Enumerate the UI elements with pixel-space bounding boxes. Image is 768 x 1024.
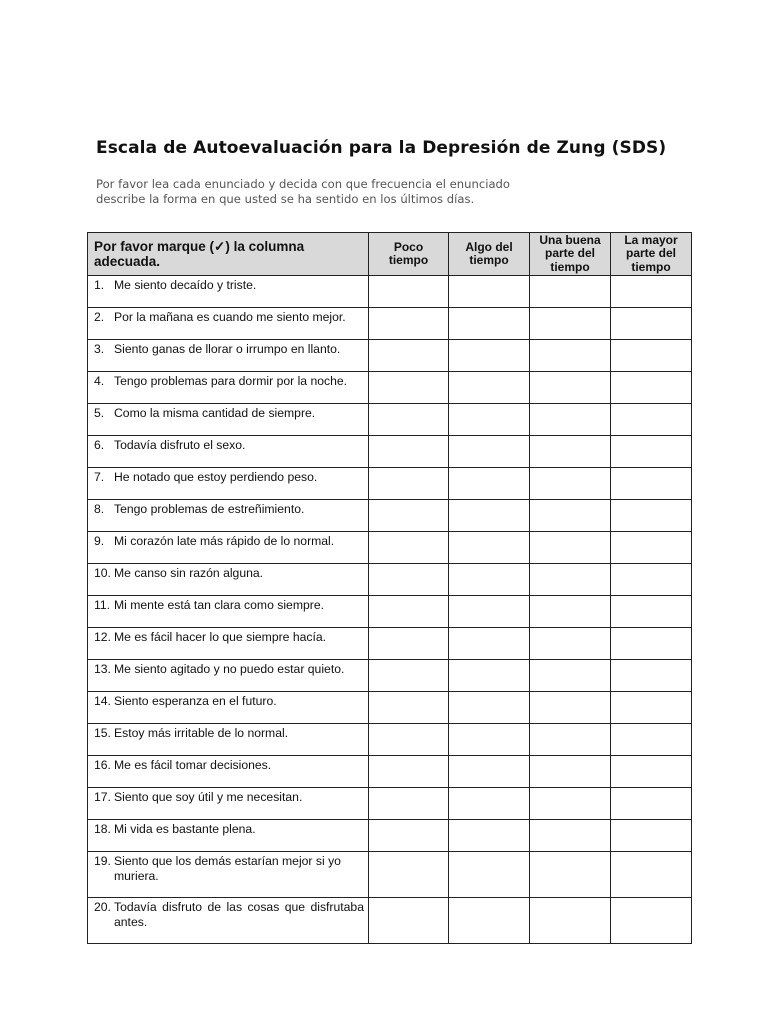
column-header-line: Una buena <box>539 232 601 247</box>
item-text: Me canso sin razón alguna. <box>114 566 264 580</box>
answer-cell-una-buena-parte[interactable] <box>530 532 611 564</box>
answer-cell-poco-tiempo[interactable] <box>369 820 449 852</box>
column-header-line: tiempo <box>469 253 509 267</box>
answer-cell-una-buena-parte[interactable] <box>530 756 611 788</box>
item-number: 2. <box>94 310 105 324</box>
answer-cell-algo-del-tiempo[interactable] <box>449 404 530 436</box>
answer-cell-una-buena-parte[interactable] <box>530 852 611 898</box>
item-text: Por la mañana es cuando me siento mejor. <box>114 310 346 324</box>
item-statement <box>94 694 364 709</box>
answer-cell-algo-del-tiempo[interactable] <box>449 340 530 372</box>
item-number: 7. <box>94 470 105 484</box>
item-number: 14. <box>94 694 111 708</box>
answer-cell-una-buena-parte[interactable] <box>530 436 611 468</box>
answer-cell-algo-del-tiempo[interactable] <box>449 468 530 500</box>
item-cell <box>88 596 369 628</box>
answer-cell-una-buena-parte[interactable] <box>530 788 611 820</box>
item-number: 15. <box>94 726 111 740</box>
item-cell <box>88 532 369 564</box>
answer-cell-poco-tiempo[interactable] <box>369 660 449 692</box>
table-row <box>88 276 692 308</box>
item-statement <box>94 342 364 357</box>
answer-cell-la-mayor-parte[interactable] <box>611 468 692 500</box>
item-cell <box>88 898 369 944</box>
item-number: 18. <box>94 822 111 836</box>
item-statement <box>94 310 364 325</box>
item-statement <box>94 374 364 389</box>
answer-cell-poco-tiempo[interactable] <box>369 898 449 944</box>
item-text: Todavía disfruto de las cosas que disfrutaba antes. <box>114 900 364 929</box>
column-header-line: parte del <box>544 246 595 261</box>
item-text: Mi vida es bastante plena. <box>114 822 256 836</box>
item-text: Mi mente está tan clara como siempre. <box>114 598 324 612</box>
answer-cell-la-mayor-parte[interactable] <box>611 276 692 308</box>
answer-cell-algo-del-tiempo[interactable] <box>449 372 530 404</box>
answer-cell-algo-del-tiempo[interactable] <box>449 596 530 628</box>
answer-cell-una-buena-parte[interactable] <box>530 724 611 756</box>
answer-cell-la-mayor-parte[interactable] <box>611 724 692 756</box>
answer-cell-una-buena-parte[interactable] <box>530 898 611 944</box>
item-number: 17. <box>94 790 111 804</box>
item-text: Siento esperanza en el futuro. <box>114 694 277 708</box>
table-row <box>88 756 692 788</box>
answer-cell-una-buena-parte[interactable] <box>530 308 611 340</box>
answer-cell-algo-del-tiempo[interactable] <box>449 532 530 564</box>
table-row <box>88 660 692 692</box>
answer-cell-poco-tiempo[interactable] <box>369 340 449 372</box>
answer-cell-una-buena-parte[interactable] <box>530 820 611 852</box>
item-text: Siento ganas de llorar o irrumpo en llanto. <box>114 342 341 356</box>
answer-cell-la-mayor-parte[interactable] <box>611 756 692 788</box>
column-header-line: tiempo <box>388 253 429 267</box>
item-statement <box>94 406 364 421</box>
table-row <box>88 404 692 436</box>
answer-cell-algo-del-tiempo[interactable] <box>449 852 530 898</box>
item-number: 13. <box>94 662 111 676</box>
item-statement <box>94 790 364 805</box>
table-row <box>88 596 692 628</box>
table-row <box>88 340 692 372</box>
table-row <box>88 724 692 756</box>
item-number: 8. <box>94 502 105 516</box>
instructions-line-1: Por favor lea cada enunciado y decida con que frecuencia el enunciado <box>96 177 510 191</box>
item-cell <box>88 564 369 596</box>
item-cell <box>88 372 369 404</box>
item-text: Mi corazón late más rápido de lo normal. <box>114 534 335 548</box>
item-cell <box>88 692 369 724</box>
answer-cell-poco-tiempo[interactable] <box>369 372 449 404</box>
answer-cell-poco-tiempo[interactable] <box>369 692 449 724</box>
column-header-line: Poco <box>393 239 424 254</box>
table-row <box>88 788 692 820</box>
item-number: 9. <box>94 534 105 548</box>
item-text: Me siento decaído y triste. <box>114 278 257 292</box>
answer-cell-poco-tiempo[interactable] <box>369 628 449 660</box>
item-text: Como la misma cantidad de siempre. <box>114 406 316 420</box>
table-row <box>88 372 692 404</box>
item-text: Tengo problemas para dormir por la noche. <box>114 374 348 388</box>
answer-cell-algo-del-tiempo[interactable] <box>449 500 530 532</box>
instructions-line-2: describe la forma en que usted se ha sentido en los últimos días. <box>96 191 475 206</box>
item-cell <box>88 852 369 898</box>
answer-cell-algo-del-tiempo[interactable] <box>449 628 530 660</box>
answer-cell-la-mayor-parte[interactable] <box>611 660 692 692</box>
item-cell <box>88 756 369 788</box>
table-row <box>88 820 692 852</box>
item-text: Me es fácil tomar decisiones. <box>114 758 272 772</box>
table-row <box>88 628 692 660</box>
item-statement <box>94 662 364 677</box>
table-row <box>88 500 692 532</box>
item-number: 1. <box>94 278 105 292</box>
answer-cell-una-buena-parte[interactable] <box>530 628 611 660</box>
table-row <box>88 436 692 468</box>
answer-cell-poco-tiempo[interactable] <box>369 788 449 820</box>
column-header-line: tiempo <box>550 259 590 274</box>
table-row <box>88 898 692 944</box>
column-header-line: La mayor <box>624 232 678 247</box>
answer-cell-algo-del-tiempo[interactable] <box>449 564 530 596</box>
answer-cell-una-buena-parte[interactable] <box>530 564 611 596</box>
answer-cell-algo-del-tiempo[interactable] <box>449 436 530 468</box>
item-cell <box>88 340 369 372</box>
item-statement <box>94 470 364 485</box>
item-text: Siento que los demás estarían mejor si yo muriera. <box>114 854 341 883</box>
answer-cell-una-buena-parte[interactable] <box>530 500 611 532</box>
answer-cell-algo-del-tiempo[interactable] <box>449 308 530 340</box>
answer-cell-la-mayor-parte[interactable] <box>611 692 692 724</box>
item-statement <box>94 726 364 741</box>
item-cell <box>88 436 369 468</box>
item-text: Todavía disfruto el sexo. <box>114 438 246 452</box>
item-cell <box>88 788 369 820</box>
answer-cell-una-buena-parte[interactable] <box>530 276 611 308</box>
column-header-algo-del-tiempo <box>449 233 530 276</box>
instruction-header <box>88 233 369 276</box>
answer-cell-algo-del-tiempo[interactable] <box>449 820 530 852</box>
item-number: 10. <box>94 566 111 580</box>
item-text: Me siento agitado y no puedo estar quieto. <box>114 662 345 676</box>
item-statement <box>94 758 364 773</box>
page-title: Escala de Autoevaluación para la Depresión de Zung (SDS) <box>96 138 667 158</box>
item-text: Estoy más irritable de lo normal. <box>114 726 289 740</box>
answer-cell-la-mayor-parte[interactable] <box>611 372 692 404</box>
item-cell <box>88 628 369 660</box>
answer-cell-una-buena-parte[interactable] <box>530 596 611 628</box>
answer-cell-algo-del-tiempo[interactable] <box>449 276 530 308</box>
item-statement <box>94 822 364 837</box>
instructions-paragraph <box>96 177 510 206</box>
answer-cell-poco-tiempo[interactable] <box>369 276 449 308</box>
table-row <box>88 564 692 596</box>
answer-cell-la-mayor-parte[interactable] <box>611 628 692 660</box>
item-statement <box>94 278 364 293</box>
item-number: 3. <box>94 342 105 356</box>
answer-cell-la-mayor-parte[interactable] <box>611 852 692 898</box>
answer-cell-algo-del-tiempo[interactable] <box>449 756 530 788</box>
table-row <box>88 468 692 500</box>
answer-cell-poco-tiempo[interactable] <box>369 724 449 756</box>
item-statement <box>94 630 364 645</box>
item-text: He notado que estoy perdiendo peso. <box>114 470 318 484</box>
item-text: Siento que soy útil y me necesitan. <box>114 790 303 804</box>
column-header-poco-tiempo <box>369 233 449 276</box>
instruction-header-line-2: adecuada. <box>94 254 161 269</box>
column-header-line: Algo del <box>465 239 513 254</box>
item-statement <box>94 534 364 549</box>
answer-cell-la-mayor-parte[interactable] <box>611 436 692 468</box>
item-number: 12. <box>94 630 111 644</box>
answer-cell-algo-del-tiempo[interactable] <box>449 692 530 724</box>
answer-cell-una-buena-parte[interactable] <box>530 372 611 404</box>
item-cell <box>88 276 369 308</box>
answer-cell-poco-tiempo[interactable] <box>369 756 449 788</box>
table-row <box>88 308 692 340</box>
item-number: 6. <box>94 438 105 452</box>
answer-cell-algo-del-tiempo[interactable] <box>449 724 530 756</box>
answer-cell-poco-tiempo[interactable] <box>369 500 449 532</box>
answer-cell-poco-tiempo[interactable] <box>369 308 449 340</box>
answer-cell-algo-del-tiempo[interactable] <box>449 788 530 820</box>
table-row <box>88 532 692 564</box>
answer-cell-algo-del-tiempo[interactable] <box>449 660 530 692</box>
item-number: 20. <box>94 900 111 914</box>
item-cell <box>88 820 369 852</box>
answer-cell-una-buena-parte[interactable] <box>530 660 611 692</box>
column-header-line: parte del <box>625 246 676 261</box>
answer-cell-la-mayor-parte[interactable] <box>611 820 692 852</box>
answer-cell-la-mayor-parte[interactable] <box>611 788 692 820</box>
answer-cell-poco-tiempo[interactable] <box>369 436 449 468</box>
answer-cell-la-mayor-parte[interactable] <box>611 532 692 564</box>
column-header-la-mayor-parte <box>611 233 692 276</box>
item-number: 19. <box>94 854 111 868</box>
answer-cell-algo-del-tiempo[interactable] <box>449 898 530 944</box>
item-number: 16. <box>94 758 111 772</box>
item-cell <box>88 468 369 500</box>
answer-cell-poco-tiempo[interactable] <box>369 468 449 500</box>
item-statement <box>94 598 364 613</box>
answer-cell-una-buena-parte[interactable] <box>530 404 611 436</box>
item-number: 4. <box>94 374 105 388</box>
answer-cell-poco-tiempo[interactable] <box>369 564 449 596</box>
item-text: Me es fácil hacer lo que siempre hacía. <box>114 630 327 644</box>
answer-cell-la-mayor-parte[interactable] <box>611 404 692 436</box>
answer-cell-poco-tiempo[interactable] <box>369 532 449 564</box>
answer-cell-una-buena-parte[interactable] <box>530 692 611 724</box>
item-number: 5. <box>94 406 105 420</box>
answer-cell-poco-tiempo[interactable] <box>369 404 449 436</box>
instruction-header-line-1: Por favor marque (✓) la columna <box>94 239 305 254</box>
item-statement <box>94 566 364 581</box>
answer-cell-la-mayor-parte[interactable] <box>611 596 692 628</box>
item-cell <box>88 500 369 532</box>
answer-cell-una-buena-parte[interactable] <box>530 468 611 500</box>
answer-cell-la-mayor-parte[interactable] <box>611 564 692 596</box>
item-cell <box>88 660 369 692</box>
answer-cell-poco-tiempo[interactable] <box>369 852 449 898</box>
table-row <box>88 692 692 724</box>
answer-cell-poco-tiempo[interactable] <box>369 596 449 628</box>
item-cell <box>88 308 369 340</box>
item-cell <box>88 724 369 756</box>
item-number: 11. <box>94 598 111 612</box>
answer-cell-la-mayor-parte[interactable] <box>611 500 692 532</box>
table-row <box>88 852 692 898</box>
table-header-row <box>88 233 692 276</box>
answer-cell-la-mayor-parte[interactable] <box>611 898 692 944</box>
questionnaire-table <box>87 232 692 944</box>
answer-cell-la-mayor-parte[interactable] <box>611 340 692 372</box>
item-statement <box>94 502 364 517</box>
column-header-una-buena-parte <box>530 233 611 276</box>
item-cell <box>88 404 369 436</box>
item-text: Tengo problemas de estreñimiento. <box>114 502 305 516</box>
questionnaire-body <box>88 276 692 944</box>
answer-cell-la-mayor-parte[interactable] <box>611 308 692 340</box>
column-header-line: tiempo <box>631 259 671 274</box>
item-statement <box>94 438 364 453</box>
item-statement <box>94 900 364 929</box>
item-statement <box>94 854 364 883</box>
answer-cell-una-buena-parte[interactable] <box>530 340 611 372</box>
